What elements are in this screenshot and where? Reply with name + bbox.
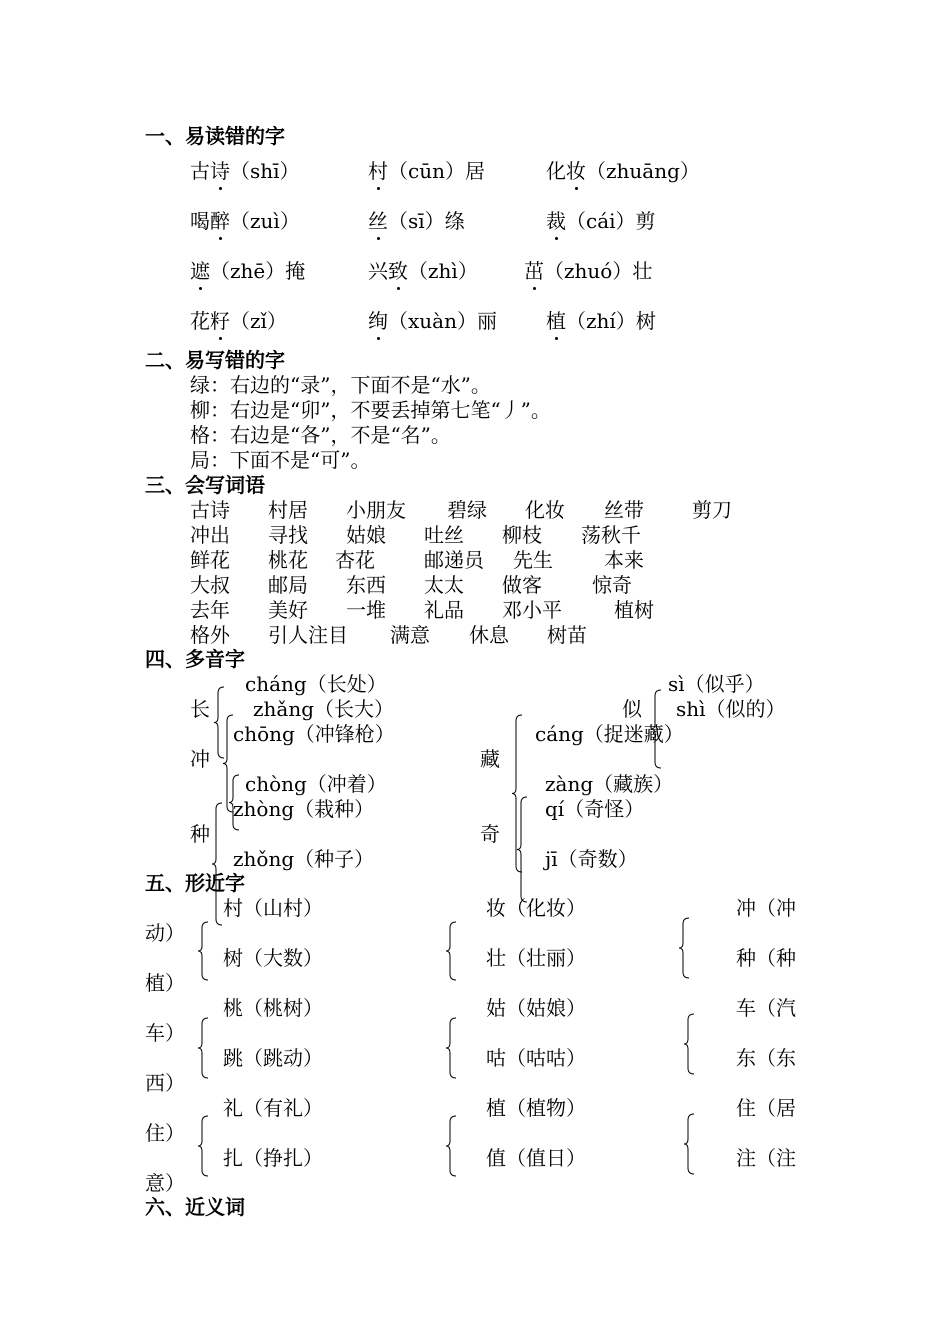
vocab-word: 桃花 — [268, 548, 308, 572]
similar-char-pair: 壮（壮丽） — [486, 946, 586, 970]
curly-brace — [446, 1018, 458, 1078]
similar-char-pair: 树（大数） — [223, 946, 323, 970]
section-5-title: 五、形近字 — [145, 871, 245, 895]
polyphone-reading: cáng（捉迷藏） — [535, 722, 684, 746]
dotted-character: 植 — [546, 309, 566, 333]
vocab-word: 鲜花 — [190, 548, 230, 572]
vocab-word: 引人注目 — [268, 623, 348, 647]
section-4-title: 四、多音字 — [145, 647, 245, 671]
vocab-word: 小朋友 — [346, 498, 406, 522]
polyphone-reading: qí（奇怪） — [545, 797, 645, 821]
item-text: （shī） — [230, 159, 300, 183]
item-text: 壮 — [632, 259, 653, 283]
vocab-word: 荡秋千 — [581, 523, 641, 547]
vocab-word: 满意 — [390, 623, 430, 647]
similar-char-pair: 桃（桃树） — [223, 996, 323, 1020]
polyphone-reading: zhǎng（长大） — [253, 697, 395, 721]
section-2-title: 二、易写错的字 — [145, 348, 285, 372]
polyphone-reading: chōng（冲锋枪） — [233, 722, 395, 746]
similar-char-pair: 值（值日） — [486, 1146, 586, 1170]
wrapped-text: 动） — [145, 921, 185, 945]
item-text: （zhē） — [210, 259, 286, 283]
vocab-word: 格外 — [190, 623, 230, 647]
curly-brace — [517, 797, 529, 902]
section-3-title: 三、会写词语 — [145, 473, 265, 497]
vocab-word: 先生 — [513, 548, 553, 572]
item-text: （sī） — [388, 209, 445, 233]
similar-char-pair: 植（植物） — [486, 1096, 586, 1120]
vocab-word: 杏花 — [335, 548, 375, 572]
polyphone-char: 长 — [190, 697, 210, 721]
dotted-character: 裁 — [546, 209, 566, 233]
curly-brace — [198, 922, 210, 980]
miswritten-line: 柳：右边是“卯”，不要丢掉第七笔“丿”。 — [190, 398, 551, 422]
dotted-character: 绚 — [368, 309, 388, 333]
similar-char-pair: 妆（化妆） — [486, 896, 586, 920]
similar-char-pair: 咕（咕咕） — [486, 1046, 586, 1070]
dotted-character: 妆 — [566, 159, 586, 183]
polyphone-reading: zàng（藏族） — [545, 772, 674, 796]
item-text: 掩 — [285, 259, 306, 283]
vocab-word: 做客 — [502, 573, 542, 597]
vocab-word: 植树 — [614, 598, 654, 622]
item-text: 剪 — [635, 209, 656, 233]
polyphone-reading: shì（似的） — [676, 697, 786, 721]
misread-item — [546, 159, 700, 183]
curly-brace — [679, 918, 691, 978]
section-1-title: 一、易读错的字 — [145, 124, 285, 148]
polyphone-reading: chòng（冲着） — [245, 772, 387, 796]
dotted-character: 遮 — [190, 259, 210, 283]
item-text: （cūn） — [388, 159, 465, 183]
vocab-word: 化妆 — [525, 498, 565, 522]
dotted-character: 诗 — [210, 159, 230, 183]
polyphone-reading: zhǒng（种子） — [233, 847, 375, 871]
item-text: （zhuāng） — [586, 159, 700, 183]
wrapped-text: 植） — [145, 971, 185, 995]
dotted-character: 致 — [388, 259, 408, 283]
polyphone-reading: zhòng（栽种） — [233, 797, 375, 821]
dotted-character: 籽 — [210, 309, 230, 333]
curly-brace — [198, 1116, 210, 1176]
misread-item — [190, 259, 305, 283]
similar-char-pair: 冲（冲 — [736, 896, 796, 920]
vocab-word: 太太 — [424, 573, 464, 597]
similar-char-pair: 车（汽 — [736, 996, 796, 1020]
item-text: 兴 — [368, 259, 388, 283]
dotted-character: 醉 — [210, 209, 230, 233]
item-text: （zhì） — [408, 259, 478, 283]
polyphone-char: 奇 — [480, 822, 500, 846]
polyphone-char: 冲 — [190, 747, 210, 771]
vocab-word: 剪刀 — [692, 498, 732, 522]
misread-item — [368, 309, 497, 333]
curly-brace — [651, 690, 663, 768]
misread-item — [524, 259, 652, 283]
similar-char-pair: 礼（有礼） — [223, 1096, 323, 1120]
item-text: （cái） — [566, 209, 636, 233]
item-text: 树 — [635, 309, 656, 333]
misread-item — [368, 159, 485, 183]
item-text: （zǐ） — [230, 309, 287, 333]
item-text: 居 — [464, 159, 485, 183]
vocab-word: 一堆 — [346, 598, 386, 622]
polyphone-char: 似 — [622, 697, 642, 721]
item-text: （zuì） — [230, 209, 300, 233]
misread-item — [546, 209, 656, 233]
wrapped-text: 住） — [145, 1121, 185, 1145]
similar-char-pair: 扎（挣扎） — [223, 1146, 323, 1170]
wrapped-text: 车） — [145, 1021, 185, 1045]
miswritten-line: 绿：右边的“录”，下面不是“水”。 — [190, 373, 491, 397]
vocab-word: 东西 — [346, 573, 386, 597]
vocab-word: 去年 — [190, 598, 230, 622]
vocab-word: 本来 — [604, 548, 644, 572]
item-text: 丽 — [476, 309, 497, 333]
item-text: （zhí） — [566, 309, 636, 333]
item-text: 化 — [546, 159, 566, 183]
misread-item — [546, 309, 656, 333]
curly-brace — [446, 1116, 458, 1176]
vocab-word: 邓小平 — [502, 598, 562, 622]
curly-brace — [446, 922, 458, 980]
item-text: 喝 — [190, 209, 210, 233]
similar-char-pair: 跳（跳动） — [223, 1046, 323, 1070]
item-text: （zhuó） — [544, 259, 633, 283]
vocab-word: 大叔 — [190, 573, 230, 597]
miswritten-line: 局：下面不是“可”。 — [190, 448, 371, 472]
curly-brace — [198, 1018, 210, 1078]
vocab-word: 邮局 — [268, 573, 308, 597]
vocab-word: 柳枝 — [502, 523, 542, 547]
curly-brace — [229, 775, 241, 830]
vocab-word: 姑娘 — [346, 523, 386, 547]
polyphone-char: 种 — [190, 822, 210, 846]
vocab-word: 村居 — [268, 498, 308, 522]
vocab-word: 碧绿 — [447, 498, 487, 522]
vocab-word: 邮递员 — [424, 548, 484, 572]
item-text: 花 — [190, 309, 210, 333]
similar-char-pair: 东（东 — [736, 1046, 796, 1070]
polyphone-reading: sì（似乎） — [668, 672, 765, 696]
vocab-word: 冲出 — [190, 523, 230, 547]
vocab-word: 美好 — [268, 598, 308, 622]
wrapped-text: 西） — [145, 1071, 185, 1095]
misread-item — [368, 209, 465, 233]
similar-char-pair: 住（居 — [736, 1096, 796, 1120]
curly-brace — [684, 1114, 696, 1174]
similar-char-pair: 注（注 — [736, 1146, 796, 1170]
misread-item — [190, 159, 300, 183]
curly-brace — [212, 803, 224, 925]
misread-item — [190, 209, 300, 233]
misread-item — [368, 259, 478, 283]
similar-char-pair: 村（山村） — [223, 896, 323, 920]
vocab-word: 休息 — [469, 623, 509, 647]
miswritten-line: 格：右边是“各”，不是“名”。 — [190, 423, 451, 447]
similar-char-pair: 种（种 — [736, 946, 796, 970]
vocab-word: 寻找 — [268, 523, 308, 547]
dotted-character: 茁 — [524, 259, 544, 283]
vocab-word: 惊奇 — [592, 573, 632, 597]
polyphone-reading: jī（奇数） — [545, 847, 638, 871]
curly-brace — [684, 1014, 696, 1074]
vocab-word: 古诗 — [190, 498, 230, 522]
vocab-word: 吐丝 — [424, 523, 464, 547]
vocab-word: 树苗 — [547, 623, 587, 647]
item-text: 绦 — [444, 209, 465, 233]
item-text: 古 — [190, 159, 210, 183]
vocab-word: 礼品 — [424, 598, 464, 622]
dotted-character: 丝 — [368, 209, 388, 233]
dotted-character: 村 — [368, 159, 388, 183]
vocab-word: 丝带 — [604, 498, 644, 522]
polyphone-char: 藏 — [480, 747, 500, 771]
wrapped-text: 意） — [145, 1171, 185, 1195]
similar-char-pair: 姑（姑娘） — [486, 996, 586, 1020]
polyphone-reading: cháng（长处） — [245, 672, 387, 696]
section-6-title: 六、近义词 — [145, 1195, 245, 1219]
misread-item — [190, 309, 287, 333]
item-text: （xuàn） — [388, 309, 477, 333]
